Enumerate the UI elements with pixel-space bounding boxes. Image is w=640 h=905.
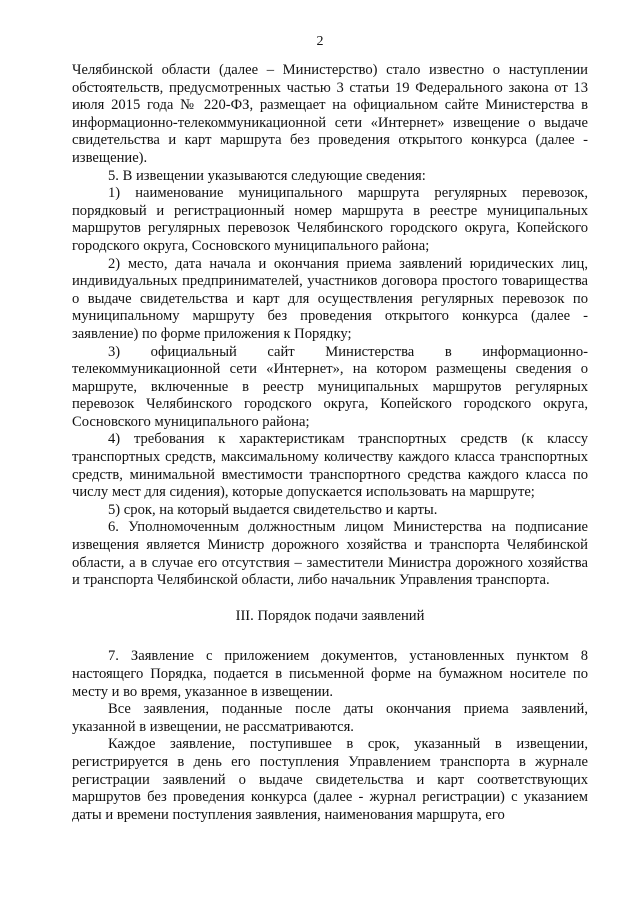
section-title: III. Порядок подачи заявлений <box>235 607 425 624</box>
paragraph-registration: Каждое заявление, поступившее в срок, указанный в извещении, регистрируется в день его поступления Управлением транспорта в журнале регистрации заявлений о выдаче свидетельства и карт соответствующих маршрутов без проведения конкурса (далее - журнал регистрации) с указанием даты и времени поступления заявления, наименования маршрута, его <box>72 736 588 823</box>
paragraph-item-7: 7. Заявление с приложением документов, установленных пунктом 8 настоящего Порядка, подается в письменной форме на бумажном носителе по месту и во время, указанное в извещении. <box>72 648 588 700</box>
paragraph-item-5: 5. В извещении указываются следующие сведения: <box>108 167 426 184</box>
paragraph-subitem-3: 3) официальный сайт Министерства в информационно-телекоммуникационной сети «Интернет», на котором размещены сведения о маршруте, включенные в реестр муниципальных маршрутов регулярных перевозок Челябинского городского округа, Копейского городского округа, Сосновского муниципального района; <box>72 343 588 430</box>
paragraph-subitem-5: 5) срок, на который выдается свидетельство и карты. <box>108 501 438 518</box>
paragraph-subitem-4: 4) требования к характеристикам транспортных средств (к классу транспортных средств, максимальному количеству каждого класса транспортных средств, минимальной вместимости транспортного средства каждого класса по числу мест для сидения), которые допускается использовать на маршруте; <box>72 431 588 501</box>
paragraph-item-6: 6. Уполномоченным должностным лицом Министерства на подписание извещения является Министр дорожного хозяйства и транспорта Челябинской области, а в случае его отсутствия – заместители Министра дорожного хозяйства и транспорта Челябинской области, либо начальник Управления транспорта. <box>72 519 588 589</box>
document-body <box>72 62 588 824</box>
paragraph-continuation: Челябинской области (далее – Министерство) стало известно о наступлении обстоятельств, предусмотренных частью 3 статьи 19 Федерального закона от 13 июля 2015 года № 220-ФЗ, размещает на официальном сайте Министерства в информационно-телекоммуникационной сети «Интернет» извещение о выдаче свидетельства и карт маршрута без проведения открытого конкурса (далее - извещение). <box>72 62 588 166</box>
page-number: 2 <box>316 34 324 49</box>
paragraph-subitem-1: 1) наименование муниципального маршрута регулярных перевозок, порядковый и регистрационный номер маршрута в реестре муниципальных маршрутов регулярных перевозок Челябинского городского округа, Копейского городского округа, Сосновского муниципального района; <box>72 185 588 254</box>
paragraph-late-applications: Все заявления, поданные после даты окончания приема заявлений, указанной в извещении, не рассматриваются. <box>72 701 588 735</box>
paragraph-subitem-2: 2) место, дата начала и окончания приема заявлений юридических лиц, индивидуальных предпринимателей, участников договора простого товарищества о выдаче свидетельства и карт для осуществления регулярных перевозок по муниципальному маршруту без проведения открытого конкурса (далее - заявление) по форме приложения к Порядку; <box>72 255 588 342</box>
